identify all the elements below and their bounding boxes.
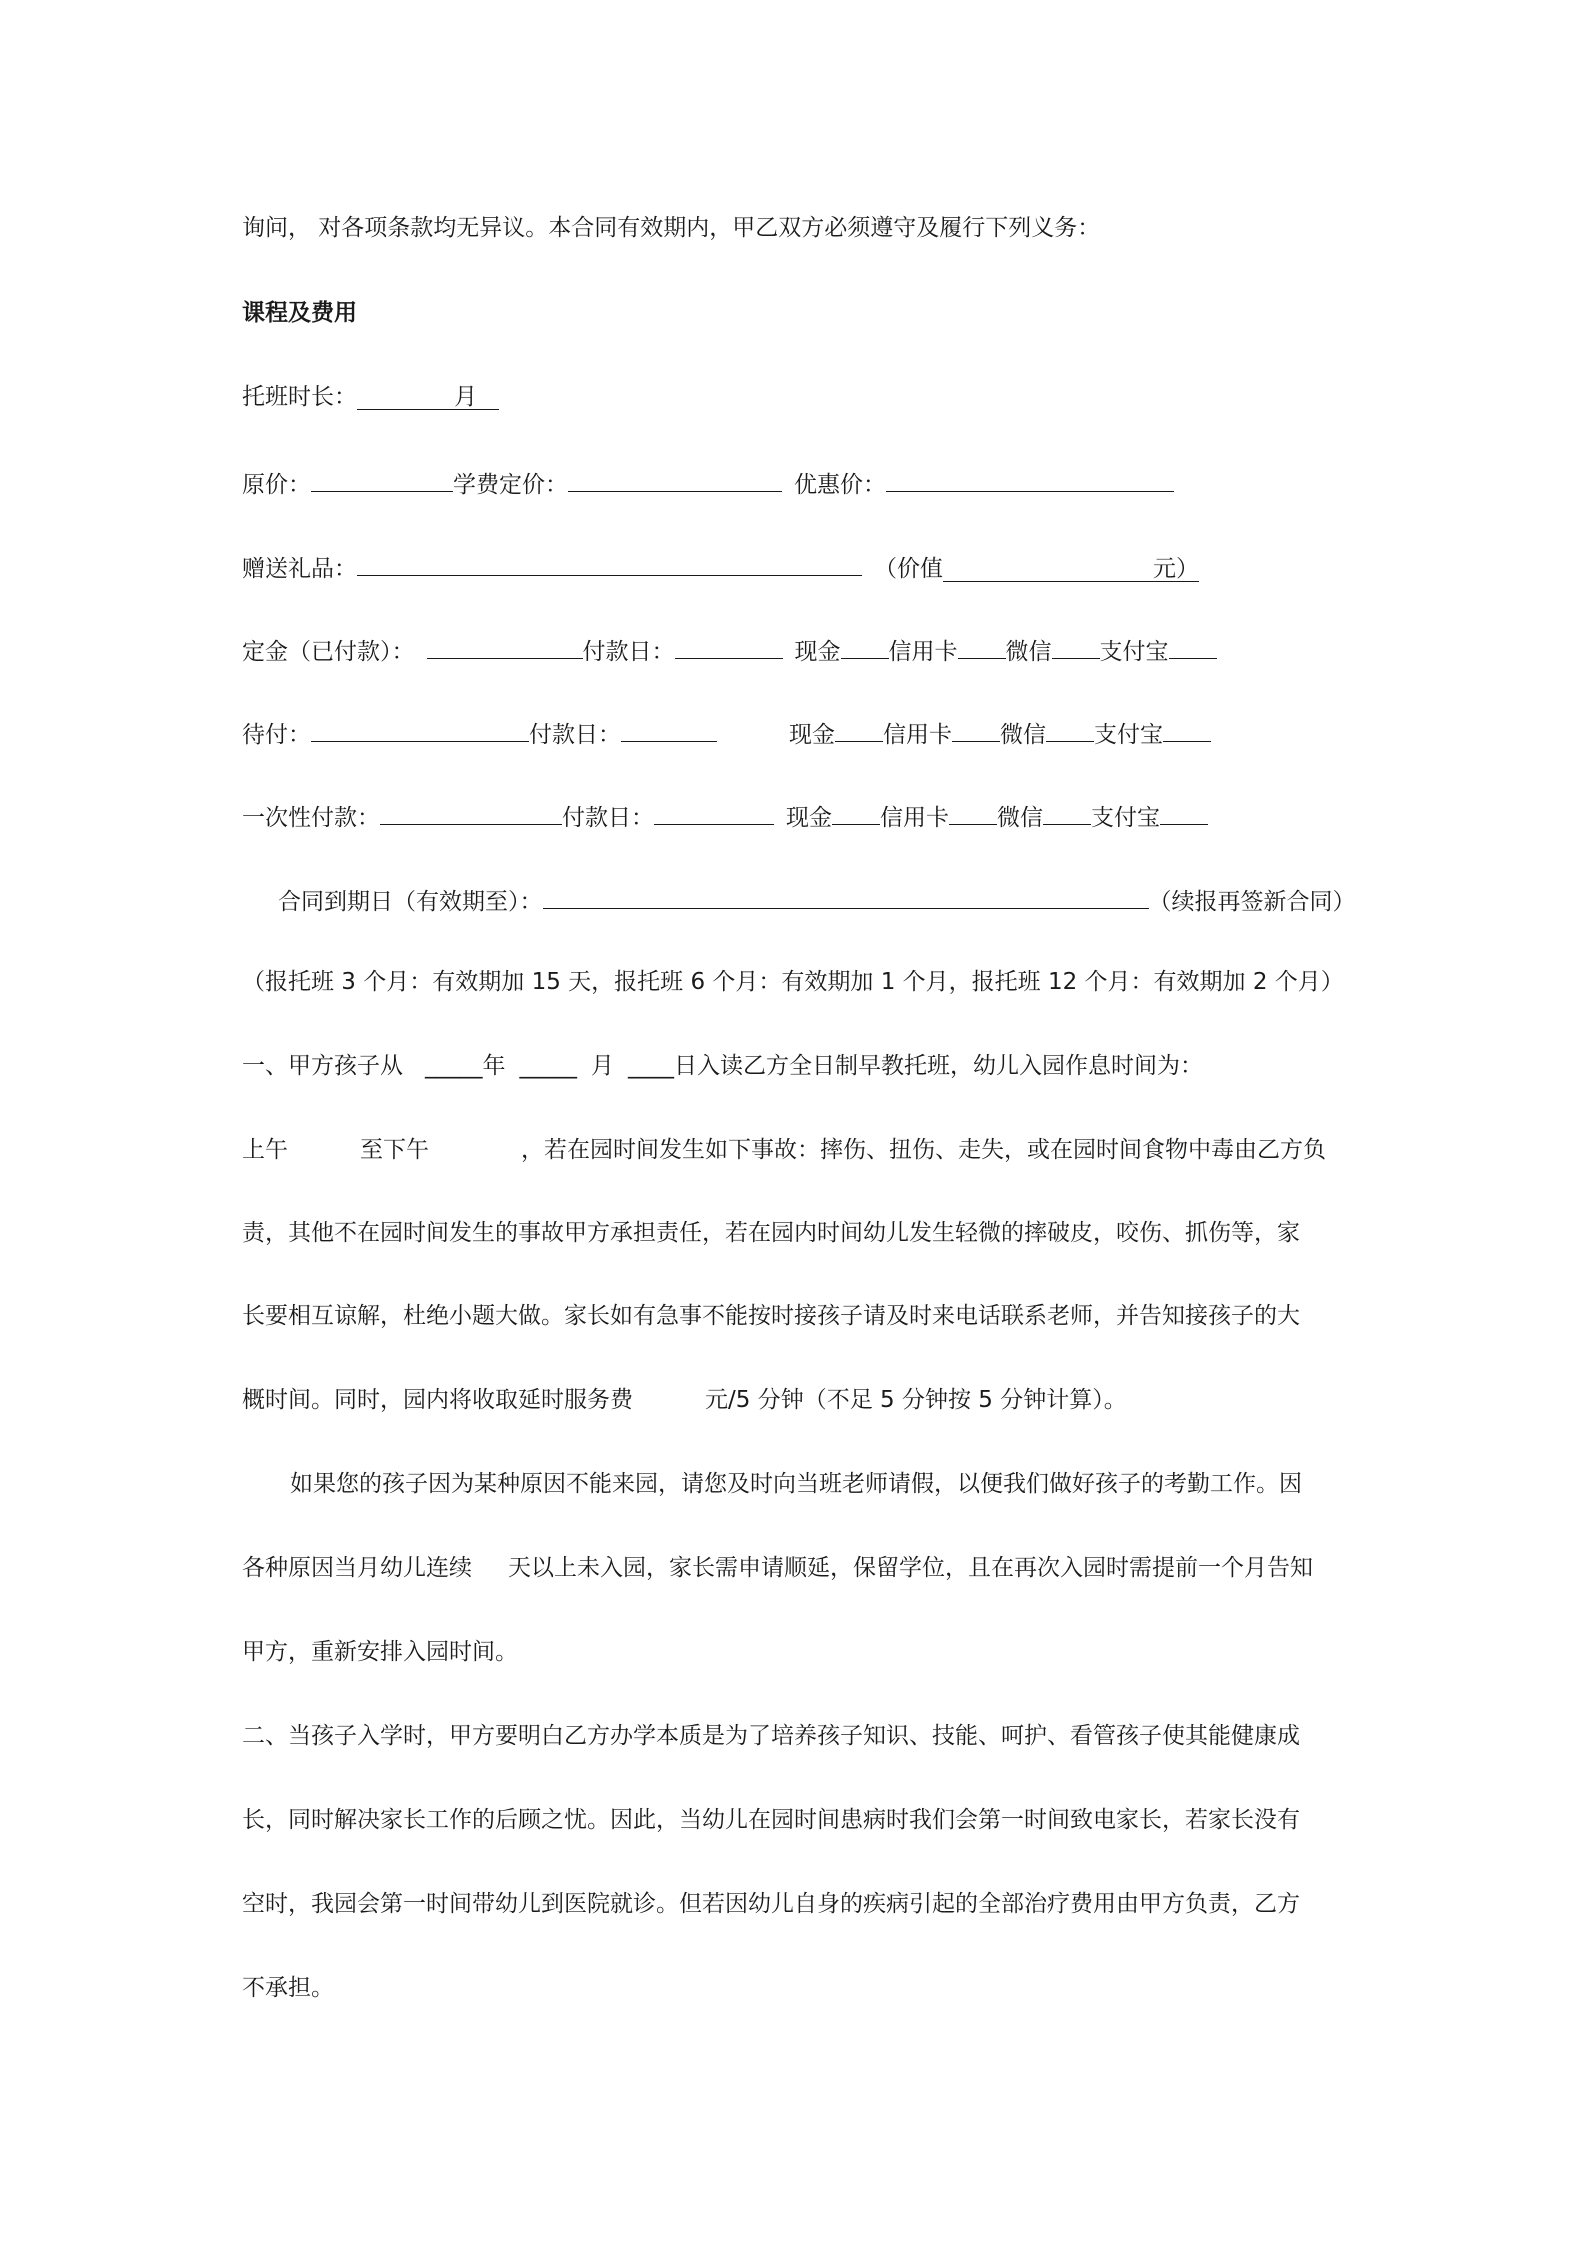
- clause1-line5-b: 元/5 分钟（不足 5 分钟按 5 分钟计算）。: [705, 1387, 1127, 1413]
- clause1-line2-text: ，若在园时间发生如下事故：摔伤、扭伤、走失，或在园时间食物中毒由乙方负: [521, 1137, 1326, 1163]
- clause2-line3-text: 空时，我园会第一时间带幼儿到医院就诊。但若因幼儿自身的疾病引起的全部治疗费用由甲方负责，乙方: [242, 1891, 1300, 1917]
- clause1-line1: [242, 1050, 1203, 1082]
- clause2-line1-text: 二、当孩子入学时，甲方要明白乙方办学本质是为了培养孩子知识、技能、呵护、看管孩子使其能健康成: [242, 1723, 1300, 1749]
- lump-sum-row: [242, 798, 1208, 834]
- clause1-para2-line2: [242, 1552, 1313, 1584]
- pending-pay-date-label: 付款日：: [529, 722, 621, 748]
- lump-sum-card-check[interactable]: [949, 798, 997, 825]
- clause1-para2-line3-text: 甲方，重新安排入园时间。: [242, 1639, 518, 1665]
- section-title: [242, 297, 357, 329]
- clause2-line4: [242, 1972, 334, 2004]
- lump-sum-wechat-check[interactable]: [1043, 798, 1091, 825]
- duration-field[interactable]: [357, 381, 499, 410]
- gift-value-field[interactable]: [943, 553, 1199, 582]
- enroll-month-blank[interactable]: _____: [519, 1053, 577, 1079]
- gift-value-label: （价值: [874, 556, 943, 582]
- clause1-prefix: 一、甲方孩子从: [242, 1053, 403, 1079]
- clause2-line1: [242, 1720, 1300, 1752]
- intro-line: [242, 212, 1100, 244]
- deposit-alipay-check[interactable]: [1169, 632, 1217, 659]
- clause2-line2-text: 长，同时解决家长工作的后顾之忧。因此，当幼儿在园时间患病时我们会第一时间致电家长，若家长没有: [242, 1807, 1300, 1833]
- pending-wechat-check[interactable]: [1046, 715, 1094, 742]
- deposit-pay-date-field[interactable]: [675, 632, 783, 659]
- intro-text: 询问， 对各项条款均无异议。本合同有效期内，甲乙双方必须遵守及履行下列义务：: [242, 215, 1101, 241]
- enroll-year-blank[interactable]: _____: [425, 1053, 483, 1079]
- duration-unit: 月: [454, 384, 478, 410]
- expiry-row: [278, 882, 1356, 918]
- pending-card-check[interactable]: [952, 715, 1000, 742]
- deposit-alipay-label: 支付宝: [1099, 639, 1169, 665]
- clause2-line4-text: 不承担。: [242, 1975, 334, 2001]
- lump-sum-alipay-label: 支付宝: [1091, 805, 1160, 831]
- clause1-line5: [242, 1384, 1127, 1416]
- clause1-line3-text: 责，其他不在园时间发生的事故甲方承担责任，若在园内时间幼儿发生轻微的摔破皮，咬伤、抓伤等，家: [242, 1220, 1300, 1246]
- duration-row: [242, 381, 499, 413]
- pending-row: [242, 715, 1211, 751]
- lump-sum-cash-label: 现金: [786, 805, 832, 831]
- clause1-line2: [242, 1134, 1326, 1166]
- gift-label: 赠送礼品：: [242, 556, 357, 582]
- clause1-line4-text: 长要相互谅解，杜绝小题大做。家长如有急事不能按时接孩子请及时来电话联系老师，并告知接孩子的大: [242, 1303, 1300, 1329]
- lump-sum-label: 一次性付款：: [242, 805, 380, 831]
- pending-alipay-check[interactable]: [1163, 715, 1211, 742]
- clause1-line5-a: 概时间。同时，园内将收取延时服务费: [242, 1387, 633, 1413]
- lump-sum-wechat-label: 微信: [997, 805, 1043, 831]
- deposit-amount-field[interactable]: [427, 632, 583, 659]
- lump-sum-pay-date-field[interactable]: [654, 798, 774, 825]
- tuition-price-label: 学费定价：: [453, 472, 568, 498]
- lump-sum-alipay-check[interactable]: [1160, 798, 1208, 825]
- deposit-row: [242, 632, 1217, 668]
- deposit-wechat-label: 微信: [1005, 639, 1052, 665]
- duration-label: 托班时长：: [242, 384, 357, 410]
- pending-amount-field[interactable]: [311, 715, 529, 742]
- tuition-price-field[interactable]: [568, 465, 782, 492]
- deposit-card-check[interactable]: [958, 632, 1006, 659]
- pm-label: 至下午: [360, 1137, 429, 1163]
- deposit-cash-check[interactable]: [841, 632, 889, 659]
- pending-cash-check[interactable]: [835, 715, 883, 742]
- month-label: 月: [591, 1053, 614, 1079]
- pending-cash-label: 现金: [789, 722, 835, 748]
- gift-row: [242, 549, 1199, 585]
- clause1-para2-line1-text: 如果您的孩子因为某种原因不能来园，请您及时向当班老师请假，以便我们做好孩子的考勤工作。因: [290, 1471, 1302, 1497]
- pending-card-label: 信用卡: [883, 722, 952, 748]
- gift-value-unit: 元）: [1153, 556, 1199, 582]
- discount-price-field[interactable]: [886, 465, 1174, 492]
- clause1-suffix: 日入读乙方全日制早教托班，幼儿入园作息时间为：: [674, 1053, 1203, 1079]
- expiry-note: （续报再签新合同）: [1148, 889, 1356, 915]
- clause1-line4: [242, 1300, 1300, 1332]
- lump-sum-pay-date-label: 付款日：: [562, 805, 654, 831]
- deposit-card-label: 信用卡: [888, 639, 958, 665]
- clause1-para2-line3: [242, 1636, 518, 1668]
- expiry-field[interactable]: [543, 882, 1149, 909]
- deposit-wechat-check[interactable]: [1052, 632, 1100, 659]
- deposit-label: 定金（已付款）：: [242, 639, 415, 665]
- discount-price-label: 优惠价：: [794, 472, 886, 498]
- price-row: [242, 465, 1174, 501]
- deposit-cash-label: 现金: [794, 639, 841, 665]
- lump-sum-amount-field[interactable]: [380, 798, 562, 825]
- expiry-label: 合同到期日（有效期至）：: [278, 889, 543, 915]
- clause1-para2-line1: [290, 1468, 1302, 1500]
- original-price-field[interactable]: [311, 465, 453, 492]
- clause1-para2-line2-a: 各种原因当月幼儿连续: [242, 1555, 472, 1581]
- extension-note: [242, 966, 1344, 998]
- clause2-line2: [242, 1804, 1300, 1836]
- clause1-line3: [242, 1217, 1300, 1249]
- am-label: 上午: [242, 1137, 288, 1163]
- clause2-line3: [242, 1888, 1300, 1920]
- deposit-pay-date-label: 付款日：: [582, 639, 675, 665]
- lump-sum-cash-check[interactable]: [832, 798, 880, 825]
- extension-note-text: （报托班 3 个月：有效期加 15 天，报托班 6 个月：有效期加 1 个月，报托班 12 个月：有效期加 2 个月）: [242, 969, 1344, 995]
- pending-label: 待付：: [242, 722, 311, 748]
- gift-field[interactable]: [357, 549, 862, 576]
- pending-alipay-label: 支付宝: [1094, 722, 1163, 748]
- enroll-day-blank[interactable]: ____: [628, 1053, 674, 1079]
- year-label: 年: [482, 1053, 506, 1079]
- pending-pay-date-field[interactable]: [621, 715, 717, 742]
- section-title-text: 课程及费用: [242, 300, 357, 326]
- original-price-label: 原价：: [242, 472, 311, 498]
- clause1-para2-line2-b: 天以上未入园，家长需申请顺延，保留学位，且在再次入园时需提前一个月告知: [508, 1555, 1313, 1581]
- pending-wechat-label: 微信: [1000, 722, 1046, 748]
- lump-sum-card-label: 信用卡: [880, 805, 949, 831]
